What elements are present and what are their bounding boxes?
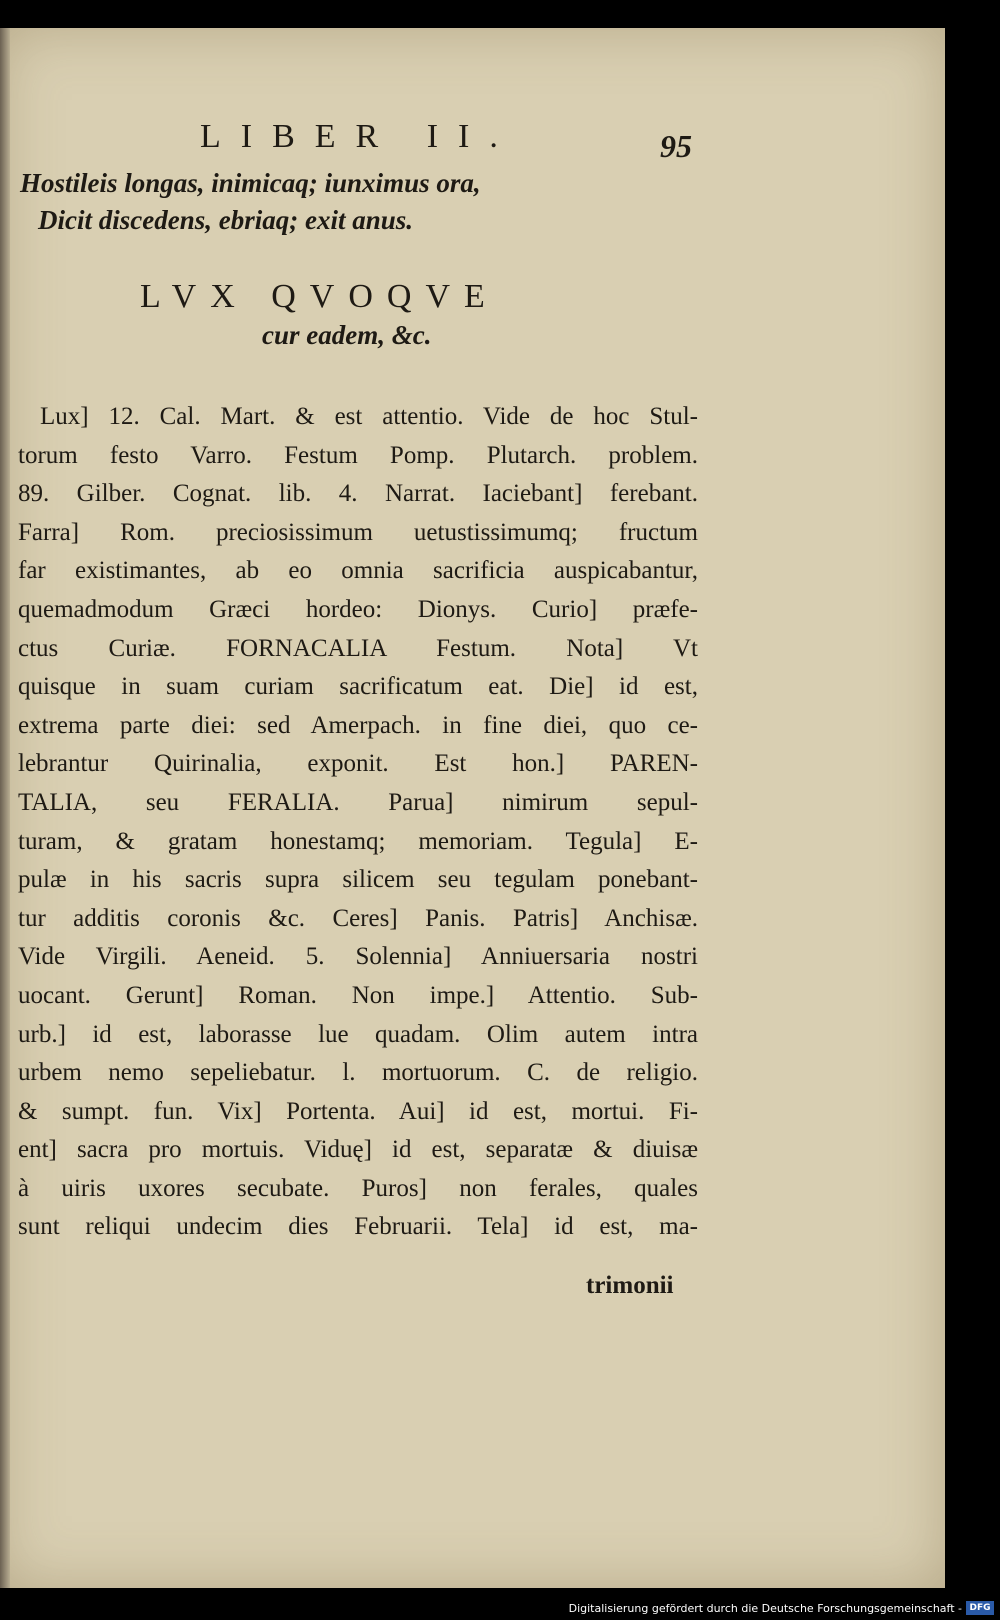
running-title: LIBER II. — [200, 118, 518, 155]
body-line: uocant. Gerunt] Roman. Non impe.] Attentio. Sub- — [18, 981, 698, 1009]
body-line: quisque in suam curiam sacrificatum eat. Die] id est, — [18, 673, 698, 701]
commentary-body — [18, 398, 698, 1247]
body-line: extrema parte diei: sed Amerpach. in fine diei, quo ce- — [18, 711, 698, 739]
body-line: tur additis coronis &c. Ceres] Panis. Patris] Anchisæ. — [18, 904, 698, 932]
page-gutter — [0, 28, 10, 1588]
body-line: urbem nemo sepeliebatur. l. mortuorum. C. de religio. — [18, 1059, 698, 1087]
body-line: ent] sacra pro mortuis. Viduę] id est, separatæ & diuisæ — [18, 1136, 698, 1164]
body-line: far existimantes, ab eo omnia sacrificia auspicabantur, — [18, 557, 698, 585]
funding-credit: Digitalisierung gefördert durch die Deutsche Forschungsgemeinschaft - — [568, 1602, 962, 1615]
body-line: lebrantur Quirinalia, exponit. Est hon.] PAREN- — [18, 750, 698, 778]
body-line: pulæ in his sacris supra silicem seu tegulam ponebant- — [18, 866, 698, 894]
body-line: TALIA, seu FERALIA. Parua] nimirum sepul- — [18, 788, 698, 816]
body-line: urb.] id est, laborasse lue quadam. Olim autem intra — [18, 1020, 698, 1048]
body-line: quemadmodum Græci hordeo: Dionys. Curio] præfe- — [18, 595, 698, 623]
dfg-logo: DFG — [966, 1601, 994, 1615]
page-number: 95 — [660, 128, 692, 164]
section-subtitle: cur eadem, &c. — [262, 320, 432, 350]
body-line: turam, & gratam honestamq; memoriam. Tegula] E- — [18, 827, 698, 855]
verse-line: Dicit discedens, ebriaq; exit anus. — [38, 205, 413, 235]
verse-line: Hostileis longas, inimicaq; iunximus ora, — [20, 168, 481, 198]
body-line: Vide Virgili. Aeneid. 5. Solennia] Anniuersaria nostri — [18, 943, 698, 971]
footer-bar — [0, 1592, 1000, 1620]
body-line: à uiris uxores secubate. Puros] non ferales, quales — [18, 1174, 698, 1202]
body-line: torum festo Varro. Festum Pomp. Plutarch. problem. — [18, 441, 698, 469]
catchword: trimonii — [586, 1272, 674, 1299]
body-line: ctus Curiæ. FORNACALIA Festum. Nota] Vt — [18, 634, 698, 662]
body-line: Farra] Rom. preciosissimum uetustissimumq; fructum — [18, 518, 698, 546]
section-title: LVX QVOQVE — [140, 278, 499, 315]
body-line: 89. Gilber. Cognat. lib. 4. Narrat. Iaciebant] ferebant. — [18, 480, 698, 508]
body-line: & sumpt. fun. Vix] Portenta. Aui] id est, mortui. Fi- — [18, 1097, 698, 1125]
body-line: sunt reliqui undecim dies Februarii. Tela] id est, ma- — [18, 1213, 698, 1241]
body-line: Lux] 12. Cal. Mart. & est attentio. Vide de hoc Stul- — [40, 403, 698, 430]
